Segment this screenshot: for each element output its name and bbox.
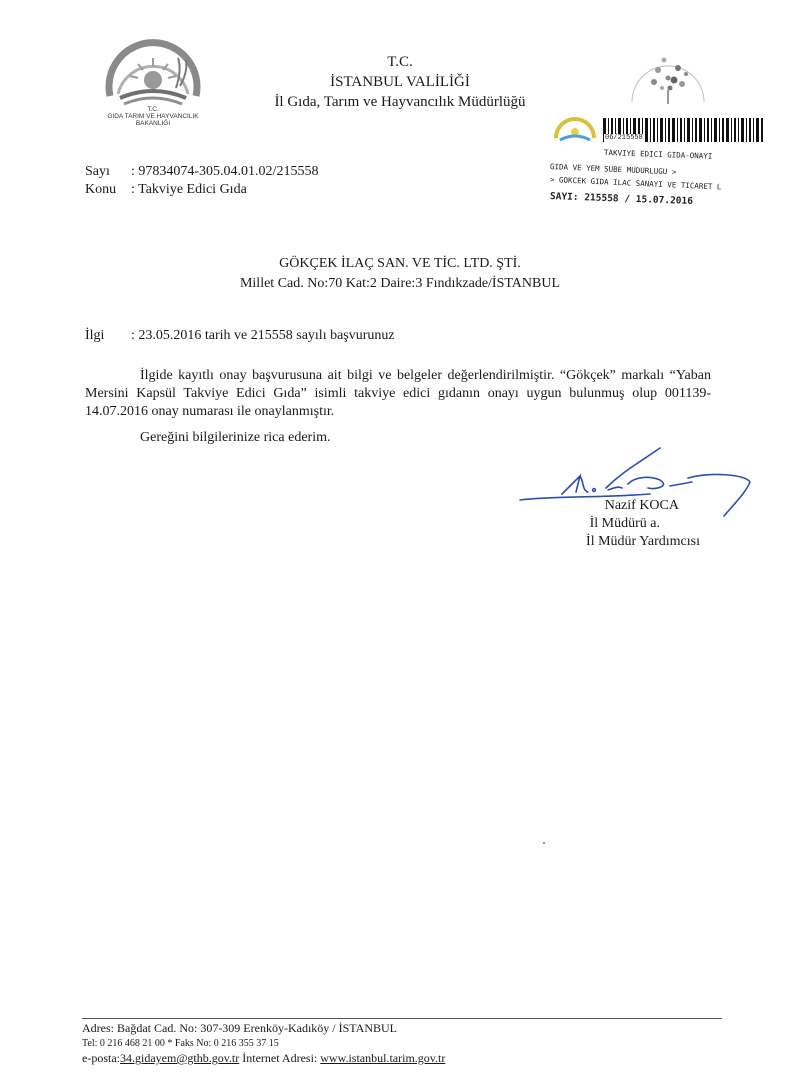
addressee-name: GÖKÇEK İLAÇ SAN. VE TİC. LTD. ŞTİ. <box>279 256 521 271</box>
header-tc: T.C. <box>387 54 413 70</box>
logo-caption-line1: GIDA TARIM VE HAYVANCILIK <box>107 113 199 120</box>
logo-caption-line2: BAKANLIĞI <box>135 120 171 127</box>
footer-phone: Tel: 0 216 468 21 00 * Faks No: 0 216 355 37 15 <box>82 1038 279 1049</box>
stamp-line-department: GIDA VE YEM SUBE MUDURLUGU > <box>549 162 677 177</box>
addressee-address: Millet Cad. No:70 Kat:2 Daire:3 Fındıkzade/İSTANBUL <box>239 276 561 291</box>
body-paragraph: İlgide kayıtlı onay başvurusuna ait bilgi ve belgeler değerlendirilmiştir. “Gökçek” markalı “Yaban Mersini Kapsül Takviye Edici Gıda” isimli takviye edici gıdanın onayı uygun bulunmuş olup 001139-14.07.2016 onay numarası ile onaylanmıştır. <box>85 368 711 419</box>
ministry-logo <box>88 36 218 136</box>
footer-address: Adres: Bağdat Cad. No: 307-309 Erenköy-Kadıköy / İSTANBUL <box>82 1021 397 1035</box>
footer-contact <box>82 1051 722 1066</box>
ilgi-value: : 23.05.2016 tarih ve 215558 sayılı başvurunuz <box>131 328 395 343</box>
ilgi-label: İlgi <box>85 328 105 343</box>
website-link[interactable]: www.istanbul.tarim.gov.tr <box>320 1051 446 1065</box>
sayi-row <box>85 163 318 181</box>
header-directorate: İl Gıda, Tarım ve Hayvancılık Müdürlüğü <box>274 94 526 110</box>
ministry-emblem-icon <box>98 36 208 108</box>
letterhead <box>250 52 550 112</box>
letter-meta <box>85 163 318 199</box>
signer-block <box>540 497 700 551</box>
header-governorship: İSTANBUL VALİLİĞİ <box>330 74 470 90</box>
addressee-block <box>200 254 600 294</box>
web-label: İnternet Adresi: <box>239 1051 321 1065</box>
konu-value: : Takviye Edici Gıda <box>131 182 247 197</box>
email-link[interactable]: 34.gidayem@gthb.gov.tr <box>120 1051 240 1065</box>
signer-title-1: İl Müdürü a. <box>589 516 660 531</box>
stamp-line-subject: TAKVIYE EDICI GIDA-ONAYI <box>603 148 713 161</box>
konu-row <box>85 181 318 199</box>
signer-name: Nazif KOCA <box>604 498 679 513</box>
signer-title-2: İl Müdür Yardımcısı <box>586 534 700 549</box>
scan-speck <box>543 842 545 844</box>
registry-stamp <box>548 114 778 214</box>
sayi-label: Sayı <box>85 164 110 179</box>
mini-ministry-icon <box>552 114 598 144</box>
logo-caption-tc: T.C. <box>147 106 159 113</box>
konu-label: Konu <box>85 182 117 197</box>
sayi-value: : 97834074-305.04.01.02/215558 <box>131 164 319 179</box>
tree-seal-icon <box>618 40 718 120</box>
tree-seal-logo <box>618 40 718 120</box>
reference-row <box>85 328 395 344</box>
stamp-line-number-date: SAYI: 215558 / 15.07.2016 <box>549 191 694 207</box>
stamp-line-recipient: > GOKCEK GIDA ILAC SANAYI VE TICARET L <box>549 175 722 192</box>
email-label: e-posta: <box>82 1051 120 1065</box>
barcode-number: 06/215558 <box>605 134 643 142</box>
footer <box>82 1018 722 1066</box>
closing-sentence: Gereğini bilgilerinize rica ederim. <box>140 430 331 445</box>
